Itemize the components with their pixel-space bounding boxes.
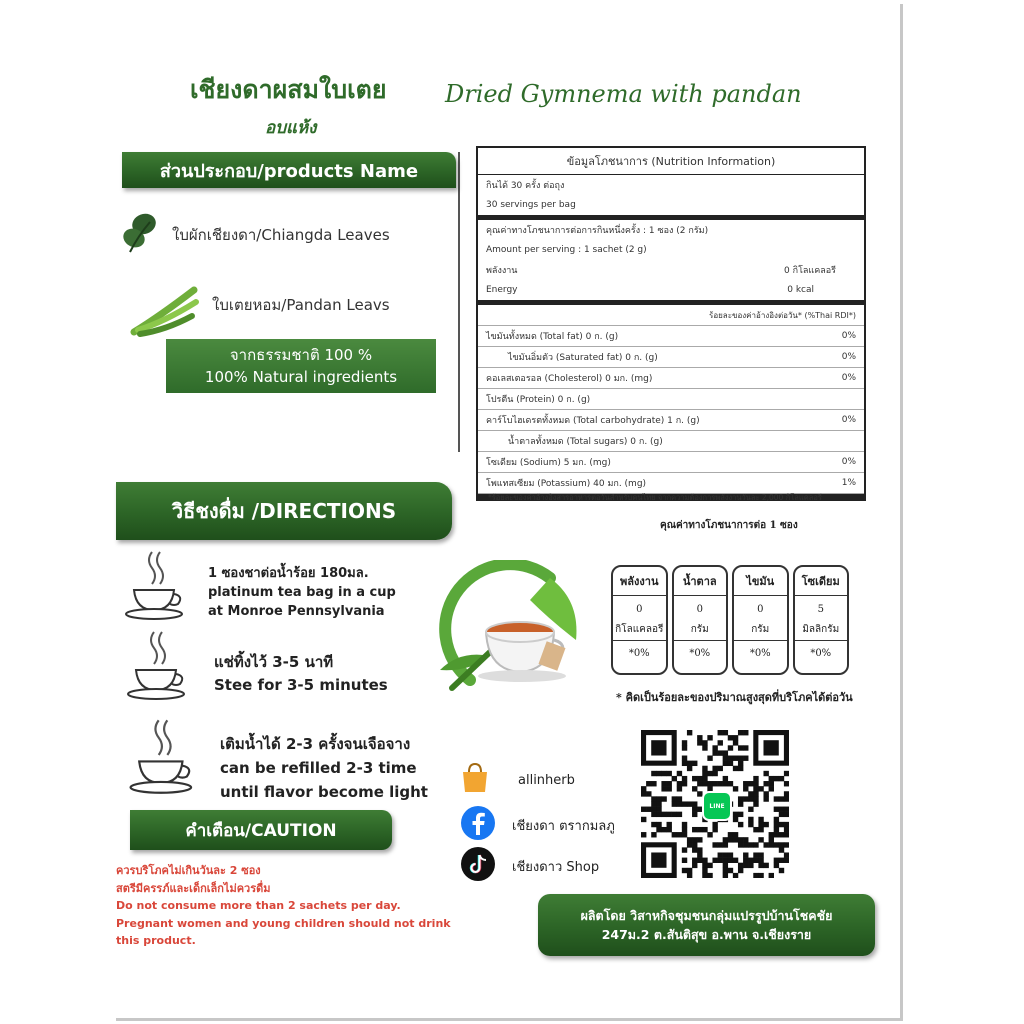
direction-step-1: [208, 564, 396, 621]
mini-header: ไขมัน: [734, 567, 787, 596]
nutrition-row: [478, 431, 864, 452]
nutrition-row: [478, 473, 864, 494]
nutrient-percent: 0%: [841, 352, 856, 362]
rdi-header: ร้อยละของค่าอ้างอิงต่อวัน* (%Thai RDI*): [478, 305, 864, 326]
mini-value: 0: [696, 604, 703, 615]
social-tiktok-label: เชียงดาว Shop: [512, 859, 600, 875]
servings-th: กินได้ 30 ครั้ง ต่อถุง: [486, 181, 565, 191]
nutrient-percent: 0%: [841, 415, 856, 425]
mini-nutrition-column: [672, 565, 729, 675]
servings-en: 30 servings per bag: [478, 195, 864, 220]
mini-value: 5: [817, 604, 824, 615]
mini-nutrition-column: [611, 565, 668, 675]
nutrition-row: [478, 347, 864, 368]
energy-th-label: พลังงาน: [486, 266, 518, 276]
social-shop-label: allinherb: [518, 772, 575, 788]
mini-value: 0: [636, 604, 643, 615]
producer-line-1: ผลิตโดย วิสาหกิจชุมชนกลุ่มแปรรูปบ้านโชคชัย: [580, 908, 833, 923]
nutrient-label: ไขมันทั้งหมด (Total fat) 0 ก. (g): [486, 332, 619, 342]
caution-heading: คำเตือน/CAUTION: [130, 810, 392, 850]
shopping-bag-icon: [460, 762, 490, 798]
tea-cup-icon: [126, 628, 190, 706]
step-3-line-2: can be refilled 2-3 time: [220, 759, 417, 777]
natural-badge: [166, 339, 436, 393]
amount-en: Amount per serving : 1 sachet (2 g): [486, 245, 647, 255]
producer-box: [538, 894, 875, 956]
energy-en-row: [478, 280, 864, 305]
mini-unit: กรัม: [734, 622, 787, 641]
facebook-icon: [460, 805, 496, 845]
step-2-line-2: Stee for 3-5 minutes: [214, 676, 388, 694]
mini-nutrition-title: คุณค่าทางโภชนาการต่อ 1 ซอง: [660, 520, 798, 531]
amount-th: คุณค่าทางโภชนาการต่อการกินหนึ่งครั้ง : 1 ซอง (2 กรัม): [486, 226, 709, 236]
mini-pct: *0%: [689, 647, 711, 659]
nutrition-row: [478, 368, 864, 389]
mini-nutrition-table: [611, 565, 849, 675]
herbal-tea-logo-icon: [430, 560, 590, 712]
mini-nutrition-column: [732, 565, 789, 675]
nutrition-row: [478, 452, 864, 473]
english-title: Dried Gymnema with pandan: [445, 80, 802, 108]
energy-th-row: [478, 260, 864, 280]
nutrient-label: คาร์โบไฮเดรตทั้งหมด (Total carbohydrate) 1 ก. (g): [486, 416, 700, 426]
mini-unit: กิโลแคลอรี: [613, 622, 666, 641]
nutrition-row: [478, 410, 864, 431]
caution-line-1: ควรบริโภคไม่เกินวันละ 2 ซอง: [116, 864, 261, 877]
tea-cup-icon: [124, 548, 188, 626]
mini-pct: *0%: [628, 647, 650, 659]
ingredient-pandan: ใบเตยหอม/Pandan Leavs: [212, 296, 390, 314]
nutrient-label: โซเดียม (Sodium) 5 มก. (mg): [486, 458, 611, 468]
nutrient-percent: 0%: [841, 457, 856, 467]
energy-th-value: 0 กิโลแคลอรี: [784, 266, 836, 276]
thai-title: เชียงดาผสมใบเตย: [190, 75, 387, 104]
nutrition-row: [478, 326, 864, 347]
direction-step-3: [220, 732, 428, 804]
social-facebook-label: เชียงดา ตรากมลภู: [512, 818, 615, 834]
ingredient-chiangda: ใบผักเชียงดา/Chiangda Leaves: [172, 226, 390, 244]
nutrient-label: น้ำตาลทั้งหมด (Total sugars) 0 ก. (g): [508, 437, 663, 447]
mini-header: พลังงาน: [613, 567, 666, 596]
nutrient-label: ไขมันอิ่มตัว (Saturated fat) 0 ก. (g): [508, 353, 658, 363]
mini-unit: กรัม: [674, 622, 727, 641]
pandan-icon: [130, 286, 200, 342]
tea-cup-icon: [128, 716, 198, 800]
producer-line-2: 247ม.2 ต.สันติสุข อ.พาน จ.เชียงราย: [601, 927, 812, 942]
energy-en-label: Energy: [486, 285, 518, 295]
nutrition-table: [476, 146, 866, 501]
tiktok-icon: [460, 846, 496, 886]
social-shop[interactable]: [460, 762, 575, 798]
social-facebook[interactable]: [460, 805, 615, 845]
caution-line-3: Do not consume more than 2 sachets per day.: [116, 899, 401, 912]
caution-line-4: Pregnant women and young children should not drink: [116, 916, 451, 930]
direction-step-2: [214, 651, 388, 697]
natural-line-th: จากธรรมชาติ 100 %: [229, 346, 373, 364]
directions-heading: วิธีชงดื่ม /DIRECTIONS: [116, 482, 452, 540]
mini-unit: มิลลิกรัม: [795, 622, 848, 641]
step-2-line-1: แช่ทิ้งไว้ 3-5 นาที: [214, 653, 334, 671]
qr-code-icon[interactable]: [641, 730, 789, 878]
step-3-line-3: until flavor become light: [220, 783, 428, 801]
mini-pct: *0%: [810, 647, 832, 659]
caution-line-5: this product.: [116, 934, 196, 947]
mini-pct: *0%: [749, 647, 771, 659]
nutrient-percent: 0%: [841, 331, 856, 341]
mini-header: โซเดียม: [795, 567, 848, 596]
step-1-line-3: at Monroe Pennsylvania: [208, 604, 385, 619]
nutrient-percent: 0%: [841, 373, 856, 383]
nutrient-label: คอเลสเตอรอล (Cholesterol) 0 มก. (mg): [486, 374, 653, 384]
mini-value: 0: [757, 604, 764, 615]
nutrition-row: [478, 389, 864, 410]
natural-line-en: 100% Natural ingredients: [204, 368, 398, 386]
mini-nutrition-note: * คิดเป็นร้อยละของปริมาณสูงสุดที่บริโภคได้ต่อวัน: [616, 691, 853, 704]
ingredients-heading: ส่วนประกอบ/products Name: [122, 152, 456, 188]
step-1-line-1: 1 ซองชาต่อน้ำร้อย 180มล.: [208, 566, 369, 581]
line-badge-icon: LINE: [702, 791, 732, 821]
caution-line-2: สตรีมีครรภ์และเด็กเล็กไม่ควรดื่ม: [116, 881, 271, 895]
nutrient-label: โพแทสเซียม (Potassium) 40 มก. (mg): [486, 479, 647, 489]
thai-subtitle: อบแห้ง: [265, 118, 317, 138]
nutrient-label: โปรตีน (Protein) 0 ก. (g): [486, 395, 591, 405]
energy-en-value: 0 kcal: [787, 285, 814, 295]
nutrition-footnote: *ร้อยละของค่าอ้างอิงสารอาหารต่อวันสำหรับคนไทย จากความต้องการพลังงานวันละ 2,000 กิโลแคลอรี: [488, 493, 822, 502]
leaf-icon: [120, 210, 160, 258]
nutrient-percent: 1%: [841, 478, 856, 488]
step-1-line-2: platinum tea bag in a cup: [208, 585, 396, 600]
mini-header: น้ำตาล: [674, 567, 727, 596]
social-tiktok[interactable]: [460, 846, 599, 886]
mini-nutrition-column: [793, 565, 850, 675]
nutrition-title: ข้อมูลโภชนาการ (Nutrition Information): [478, 148, 864, 175]
step-3-line-1: เติมน้ำได้ 2-3 ครั้งจนเจือจาง: [220, 735, 411, 753]
caution-text: [116, 862, 451, 950]
